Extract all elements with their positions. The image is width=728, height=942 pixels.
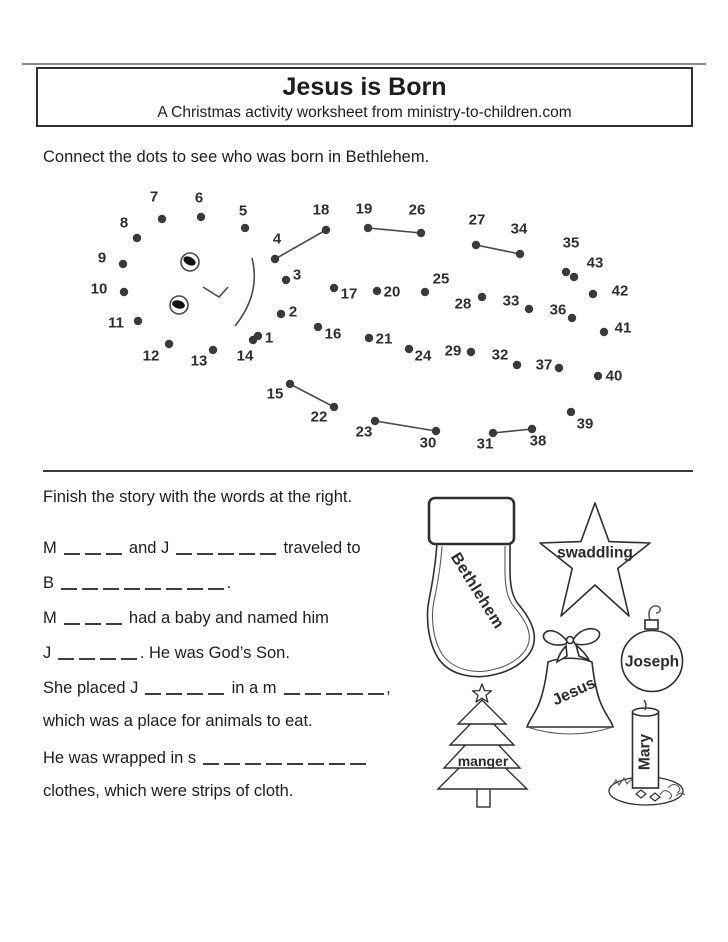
word-bethlehem: Bethlehem <box>446 549 508 633</box>
story-blank <box>287 749 303 765</box>
puzzle-dot <box>467 348 475 356</box>
story-text: He was wrapped in s <box>43 749 201 767</box>
lamb-face <box>170 253 254 326</box>
story-line <box>43 572 443 607</box>
dot-number: 21 <box>375 330 393 348</box>
tree-picture <box>438 684 527 807</box>
connection-line <box>476 245 520 254</box>
dot-number: 40 <box>605 367 623 385</box>
puzzle-dot <box>134 317 142 325</box>
dot-number: 14 <box>236 347 254 365</box>
word-bank-pictures <box>415 485 725 825</box>
puzzle-dot <box>197 213 205 221</box>
story-blank <box>176 539 192 555</box>
puzzle-dot <box>282 276 290 284</box>
puzzle-dot <box>513 361 521 369</box>
story-fill-in <box>43 537 443 817</box>
story-text: . He was God’s Son. <box>139 644 290 662</box>
dot-number: 10 <box>90 280 108 298</box>
puzzle-dot <box>373 287 381 295</box>
candle-picture <box>609 700 685 805</box>
story-blank <box>284 679 300 695</box>
story-blank <box>329 749 345 765</box>
dot-number: 41 <box>614 319 632 337</box>
connection-line <box>493 429 532 433</box>
story-blank <box>218 539 234 555</box>
ornament-cap <box>645 620 658 629</box>
bow-right-loop <box>573 629 600 645</box>
story-line <box>43 642 443 677</box>
dot-number: 28 <box>454 295 472 313</box>
story-line <box>43 712 443 747</box>
story-text: . <box>226 574 232 592</box>
nose-check-stroke <box>203 287 228 297</box>
dot-number: 36 <box>549 301 567 319</box>
story-blank <box>106 609 122 625</box>
puzzle-dot <box>241 224 249 232</box>
eye-pupil-left <box>182 254 197 267</box>
story-blank <box>82 574 98 590</box>
dot-number: 20 <box>383 283 401 301</box>
dot-number: 32 <box>491 346 509 364</box>
story-blank <box>145 574 161 590</box>
dot-number: 4 <box>272 230 282 248</box>
story-text: M <box>43 539 62 557</box>
story-line <box>43 782 443 817</box>
word-jesus: Jesus <box>549 674 599 710</box>
top-rule <box>22 63 706 65</box>
story-blank <box>103 574 119 590</box>
page-subtitle: A Christmas activity worksheet from ministry-to-children.com <box>157 103 572 121</box>
connection-line <box>375 421 436 431</box>
word-joseph: Joseph <box>624 653 680 671</box>
dot-number: 18 <box>312 201 330 219</box>
connect-dots-puzzle <box>70 180 650 470</box>
connection-line <box>272 230 326 259</box>
stocking-picture <box>428 498 535 677</box>
story-text: M <box>43 609 62 627</box>
puzzle-dot-numbers <box>91 189 632 453</box>
story-blank <box>64 539 80 555</box>
dot-number: 29 <box>444 342 462 360</box>
dot-number: 23 <box>355 423 373 441</box>
dot-number: 33 <box>502 292 520 310</box>
connect-dots-instruction: Connect the dots to see who was born in Bethlehem. <box>43 148 430 166</box>
bow-right-tail <box>576 645 589 660</box>
eye-pupil-right <box>171 299 186 310</box>
puzzle-dot <box>158 215 166 223</box>
puzzle-dot <box>568 314 576 322</box>
puzzle-dot <box>525 305 533 313</box>
story-text: which was a place for animals to eat. <box>43 712 313 730</box>
puzzle-dot <box>249 336 257 344</box>
section-divider <box>43 470 693 472</box>
story-blank <box>208 574 224 590</box>
story-blank <box>58 644 74 660</box>
story-blank <box>121 644 137 660</box>
puzzle-dot <box>567 408 575 416</box>
puzzle-dot <box>271 255 279 263</box>
dot-number: 5 <box>238 202 248 220</box>
story-blank <box>61 574 77 590</box>
dot-number: 2 <box>288 303 298 321</box>
bow-left-loop <box>543 631 567 645</box>
dot-number: 39 <box>576 415 594 433</box>
story-blank <box>208 679 224 695</box>
word-swaddling: swaddling <box>557 544 633 562</box>
dot-number: 34 <box>510 220 528 238</box>
story-blank <box>224 749 240 765</box>
dot-number: 24 <box>414 347 432 365</box>
tree-trunk <box>477 788 490 807</box>
word-manger: manger <box>457 753 509 769</box>
dot-number: 35 <box>562 234 580 252</box>
story-blank <box>197 539 213 555</box>
dot-number: 6 <box>194 189 204 207</box>
dot-number: 30 <box>419 434 437 452</box>
story-blank <box>64 609 80 625</box>
story-blank <box>100 644 116 660</box>
dot-number: 38 <box>529 432 547 450</box>
puzzle-dots <box>119 213 608 437</box>
story-text: She placed J <box>43 679 143 697</box>
dot-number: 26 <box>408 201 426 219</box>
puzzle-dot <box>165 340 173 348</box>
dot-number: 42 <box>611 282 629 300</box>
puzzle-dot <box>594 372 602 380</box>
story-text: B <box>43 574 59 592</box>
puzzle-dot <box>365 334 373 342</box>
bell-picture <box>527 629 613 734</box>
puzzle-dot <box>417 229 425 237</box>
story-line <box>43 537 443 572</box>
dot-number: 25 <box>432 270 450 288</box>
story-blank <box>305 679 321 695</box>
story-blank <box>85 539 101 555</box>
dot-number: 16 <box>324 325 342 343</box>
story-text: J <box>43 644 56 662</box>
dot-number: 22 <box>310 408 328 426</box>
puzzle-dot <box>405 345 413 353</box>
story-blank <box>166 574 182 590</box>
dot-number: 27 <box>468 211 486 229</box>
story-text: in a m <box>226 679 282 697</box>
dot-number: 37 <box>535 356 553 374</box>
dot-number: 13 <box>190 352 208 370</box>
puzzle-dot <box>589 290 597 298</box>
dot-number: 8 <box>119 214 129 232</box>
story-blank <box>145 679 161 695</box>
story-blank <box>266 749 282 765</box>
dot-number: 17 <box>340 285 358 303</box>
puzzle-dot <box>277 310 285 318</box>
story-text: traveled to <box>278 539 361 557</box>
bell-rim <box>527 727 613 734</box>
ornament-picture <box>622 606 683 692</box>
puzzle-dot <box>133 234 141 242</box>
dot-number: 9 <box>97 249 107 267</box>
puzzle-dot <box>600 328 608 336</box>
story-blank <box>347 679 363 695</box>
puzzle-dot <box>364 224 372 232</box>
dot-number: 15 <box>266 385 284 403</box>
story-text: had a baby and named him <box>124 609 329 627</box>
story-line <box>43 747 443 782</box>
story-blank <box>187 574 203 590</box>
story-blank <box>239 539 255 555</box>
dot-number: 12 <box>142 347 160 365</box>
dot-number: 43 <box>586 254 604 272</box>
story-blank <box>106 539 122 555</box>
dot-number: 1 <box>264 329 274 347</box>
pre-drawn-connections <box>272 228 532 433</box>
story-line <box>43 677 443 712</box>
puzzle-dot <box>478 293 486 301</box>
story-blank <box>124 574 140 590</box>
stocking-cuff <box>429 498 514 544</box>
dot-number: 11 <box>108 314 124 332</box>
story-blank <box>368 679 384 695</box>
puzzle-dot <box>209 346 217 354</box>
story-blank <box>166 679 182 695</box>
dot-number: 7 <box>149 188 159 206</box>
story-text: clothes, which were strips of cloth. <box>43 782 294 800</box>
story-blank <box>79 644 95 660</box>
connection-line <box>290 384 334 407</box>
page-title: Jesus is Born <box>282 72 447 101</box>
bow-knot <box>567 637 574 644</box>
story-text: , <box>386 679 391 697</box>
puzzle-dot <box>330 403 338 411</box>
connection-line <box>368 228 421 233</box>
puzzle-dot <box>322 226 330 234</box>
story-text: and J <box>124 539 174 557</box>
puzzle-dot <box>119 260 127 268</box>
puzzle-dot <box>570 273 578 281</box>
puzzle-dot <box>314 323 322 331</box>
story-blank <box>260 539 276 555</box>
puzzle-dot <box>516 250 524 258</box>
puzzle-dot <box>555 364 563 372</box>
finish-story-instruction: Finish the story with the words at the right. <box>43 488 353 506</box>
story-blank <box>308 749 324 765</box>
puzzle-dot <box>562 268 570 276</box>
puzzle-dot <box>421 288 429 296</box>
tree-tier-1 <box>458 700 506 724</box>
puzzle-dot <box>330 284 338 292</box>
dot-number: 3 <box>292 266 302 284</box>
title-box <box>36 67 693 127</box>
story-blank <box>245 749 261 765</box>
story-blank <box>187 679 203 695</box>
puzzle-dot <box>472 241 480 249</box>
face-arc-stroke <box>235 258 254 326</box>
puzzle-dot <box>120 288 128 296</box>
word-mary: Mary <box>636 733 654 771</box>
ornament-hook <box>649 606 660 620</box>
dot-number: 19 <box>355 200 373 218</box>
story-blank <box>203 749 219 765</box>
story-blank <box>350 749 366 765</box>
dot-number: 31 <box>476 435 494 453</box>
story-line <box>43 607 443 642</box>
story-blank <box>326 679 342 695</box>
puzzle-dot <box>286 380 294 388</box>
star-picture <box>540 503 650 616</box>
story-blank <box>85 609 101 625</box>
